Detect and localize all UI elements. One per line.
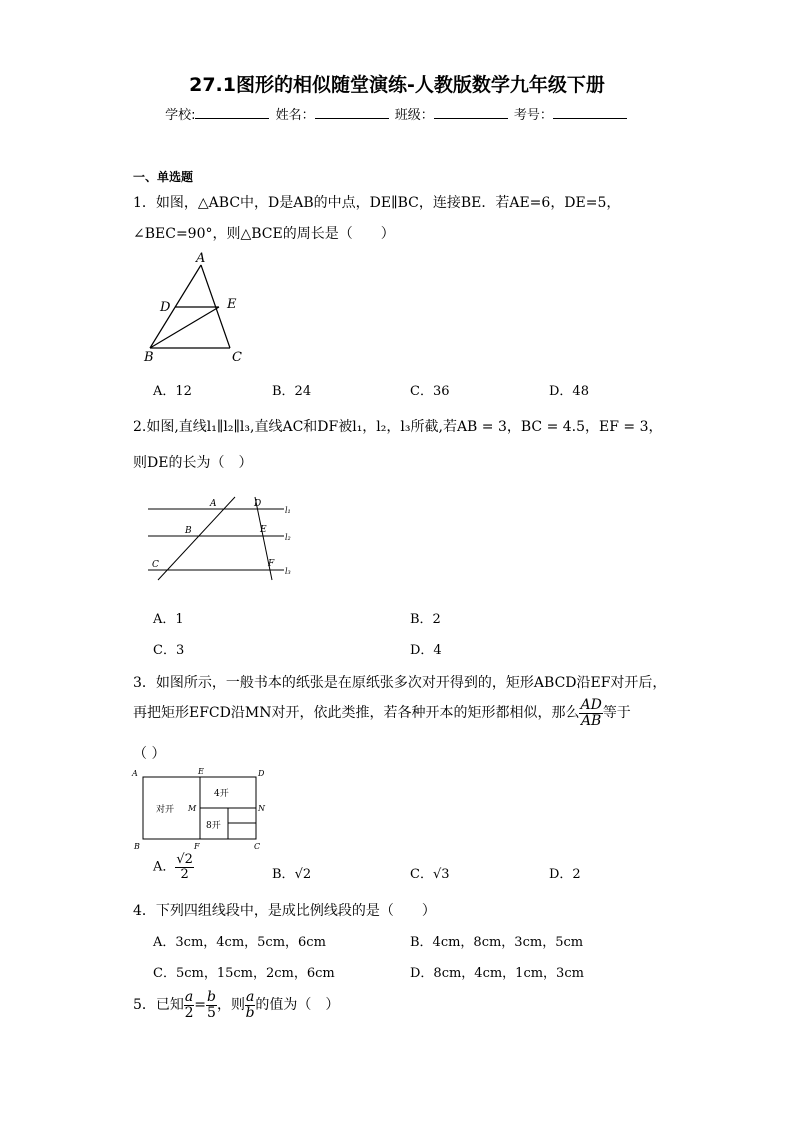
q3-option-c-value: √3	[432, 867, 450, 882]
q2-label-l1: l₁	[285, 506, 291, 515]
q3-label-N: N	[258, 804, 265, 813]
q1-stem-line2: ∠BEC=90°，则△BCE的周长是（ ）	[133, 226, 395, 242]
q3-line2-pre: 再把矩形EFCD沿MN对开，依此类推，若各种开本的矩形都相似，那么	[133, 705, 580, 722]
q3-label-E: E	[198, 767, 204, 776]
q5-prefix: 5．已知	[133, 997, 184, 1014]
q5-fraction-a-b	[245, 990, 255, 1020]
q2-label-F: F	[268, 559, 275, 569]
q2-option-b[interactable]: B．2	[410, 612, 441, 627]
q2-stem-line1: 2.如图,直线l₁∥l₂∥l₃,直线AC和DF被l₁，l₂，l₃所截,若AB = 3，BC = 4.5，EF = 3，	[133, 419, 663, 435]
q3-option-b[interactable]	[272, 863, 311, 882]
q5-fraction-a-2	[184, 990, 194, 1020]
page-title: 27.1图形的相似随堂演练-人教版数学九年级下册	[189, 74, 605, 96]
q3-label-C: C	[254, 842, 261, 851]
q5-suffix: 的值为（ ）	[255, 997, 340, 1014]
q5-f1-den: 2	[184, 1004, 194, 1021]
q1-option-d[interactable]: D．48	[549, 384, 589, 399]
q3-paper-fold-figure	[128, 764, 273, 852]
q3-label-4kai: 4开	[214, 789, 229, 799]
q2-label-A: A	[210, 499, 217, 509]
q3-frac-num: AD	[580, 697, 602, 713]
q1-option-a[interactable]: A．12	[153, 384, 192, 399]
q4-stem: 4．下列四组线段中，是成比例线段的是（ ）	[133, 903, 436, 919]
q5-f2-den: 5	[207, 1004, 216, 1021]
q3-label-F: F	[194, 842, 200, 851]
q5-stem	[133, 990, 339, 1020]
q5-f3-den: b	[245, 1004, 255, 1021]
q5-fraction-b-5	[206, 990, 217, 1020]
q3-option-c[interactable]	[410, 863, 450, 882]
q1-label-D: D	[160, 300, 171, 315]
q3-label-M: M	[188, 804, 197, 813]
q3-frac-den: AB	[580, 712, 602, 729]
q3-option-b-prefix: B．	[272, 867, 295, 882]
q1-option-b[interactable]: B．24	[272, 384, 312, 399]
q5-f2-num: b	[207, 989, 216, 1005]
q4-option-b[interactable]: B．4cm，8cm，3cm，5cm	[410, 935, 584, 950]
q2-label-D: D	[254, 499, 262, 509]
name-blank[interactable]	[315, 106, 389, 119]
q3-option-a-den: 2	[180, 866, 189, 882]
q3-label-duikai: 对开	[156, 805, 175, 815]
q4-option-a[interactable]: A．3cm，4cm，5cm，6cm	[153, 935, 326, 950]
q2-label-E: E	[260, 525, 267, 535]
q3-stem-line2	[133, 698, 631, 728]
exam-no-label: 考号：	[513, 108, 553, 123]
q2-label-l3: l₃	[285, 567, 291, 576]
q5-f1-num: a	[184, 989, 194, 1005]
class-blank[interactable]	[434, 106, 508, 119]
q2-label-B: B	[185, 526, 192, 536]
q1-triangle-figure	[140, 250, 250, 365]
q1-label-B: B	[144, 350, 154, 365]
q2-label-l2: l₂	[285, 533, 291, 542]
q3-option-b-value: √2	[294, 867, 312, 882]
q3-label-B: B	[134, 842, 140, 851]
q2-option-d[interactable]: D．4	[410, 643, 442, 658]
q2-label-C: C	[152, 560, 159, 570]
q3-line2-post: 等于	[602, 705, 631, 722]
q1-label-A: A	[196, 251, 206, 266]
student-info-row	[0, 104, 794, 123]
q3-fraction-ad-ab	[579, 698, 602, 728]
q3-option-c-prefix: C．	[410, 867, 433, 882]
q3-option-a-fraction	[175, 853, 194, 881]
q3-label-8kai: 8开	[206, 821, 221, 831]
exam-no-blank[interactable]	[553, 106, 627, 119]
q2-stem-line2: 则DE的长为（ ）	[133, 455, 253, 471]
q3-option-a-prefix: A．	[153, 859, 176, 875]
q4-option-d[interactable]: D．8cm，4cm，1cm，3cm	[410, 966, 584, 981]
q3-label-D: D	[258, 769, 265, 778]
q3-option-a-num: √2	[176, 852, 193, 867]
q1-label-E: E	[227, 297, 237, 312]
q2-option-a[interactable]: A．1	[153, 612, 184, 627]
q5-equals: =	[194, 997, 207, 1014]
class-label: 班级：	[394, 108, 434, 123]
q3-stem-line3: （ ）	[133, 746, 166, 762]
q2-option-c[interactable]: C．3	[153, 643, 185, 658]
school-blank[interactable]	[195, 106, 269, 119]
name-label: 姓名：	[275, 108, 315, 123]
q5-f3-num: a	[245, 989, 255, 1005]
q3-label-A: A	[132, 769, 138, 778]
q3-option-a[interactable]	[153, 853, 194, 881]
q1-option-c[interactable]: C．36	[410, 384, 450, 399]
q3-option-d[interactable]: D．2	[549, 867, 581, 882]
q1-label-C: C	[232, 350, 242, 365]
q1-stem-line1: 1．如图，△ABC中，D是AB的中点，DE∥BC，连接BE．若AE=6，DE=5，	[133, 195, 621, 211]
q3-stem-line1: 3．如图所示，一般书本的纸张是在原纸张多次对开得到的，矩形ABCD沿EF对开后，	[133, 675, 667, 691]
school-label: 学校:	[165, 108, 196, 123]
section-title: 一、单选题	[133, 170, 194, 184]
q5-mid: ，则	[216, 997, 245, 1014]
q4-option-c[interactable]: C．5cm，15cm，2cm，6cm	[153, 966, 335, 981]
q2-parallel-lines-figure	[140, 492, 300, 584]
